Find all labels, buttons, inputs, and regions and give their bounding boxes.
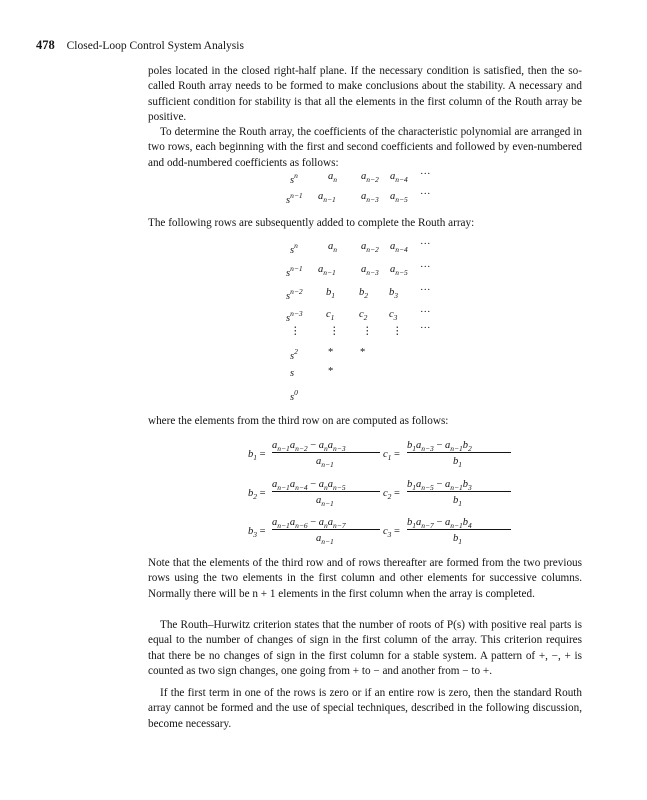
- vertical-dots: ⋮: [290, 326, 301, 337]
- paragraph-following-rows: The following rows are subsequently added to complete the Routh array:: [148, 217, 475, 229]
- row-label-sn-3: $s^{n-3}$: [286, 309, 303, 324]
- row-continuation: ···: [420, 307, 431, 318]
- star-entry: *: [328, 347, 334, 358]
- vertical-dots: ⋮: [392, 326, 403, 337]
- row-continuation: ···: [420, 285, 431, 296]
- elem-c3: $c_3$: [389, 309, 398, 322]
- paragraph-arrangement: To determine the Routh array, the coefficients of the characteristic polynomial are arranged in two rows, each beginning with the first and second coefficients and followed by even-numbered and odd-numbered coefficients as follows:: [148, 126, 582, 169]
- vertical-dots: ⋮: [329, 326, 340, 337]
- elem-b3: $b_3$: [389, 287, 398, 300]
- coef-an-4: $a_{n-4}$: [390, 241, 408, 254]
- coef-an-2: $a_{n-2}$: [361, 171, 379, 184]
- elem-b2: $b_2$: [359, 287, 368, 300]
- page-number: 478: [36, 38, 55, 52]
- row-label-s2: $s^2$: [290, 347, 298, 362]
- row-label-sn-2: $s^{n-2}$: [286, 287, 303, 302]
- row-label-s0: $s^0$: [290, 388, 298, 403]
- row-continuation: ···: [420, 323, 431, 334]
- row-label-sn-1: $s^{n-1}$: [286, 264, 303, 279]
- coef-an-3: $a_{n-3}$: [361, 264, 379, 277]
- coef-an-2: $a_{n-2}$: [361, 241, 379, 254]
- star-entry: *: [328, 366, 334, 377]
- running-header: [36, 38, 244, 53]
- elem-b1: $b_1$: [326, 287, 335, 300]
- coef-an: $a_n$: [328, 241, 337, 254]
- coef-an-5: $a_{n-5}$: [390, 191, 408, 204]
- row-continuation: ···: [420, 262, 431, 273]
- coef-an-3: $a_{n-3}$: [361, 191, 379, 204]
- coef-an-1: $a_{n-1}$: [318, 191, 336, 204]
- vertical-dots: ⋮: [362, 326, 373, 337]
- coef-an-4: $a_{n-4}$: [390, 171, 408, 184]
- paragraph-special-cases: If the first term in one of the rows is zero or if an entire row is zero, then the standard Routh array cannot be formed and the use of special techniques, described in the following discussion, become necessary.: [148, 687, 582, 730]
- row-label-s: s: [290, 368, 295, 379]
- elem-c1: $c_1$: [326, 309, 335, 322]
- star-entry: *: [360, 347, 366, 358]
- elem-c2: $c_2$: [359, 309, 368, 322]
- paragraph-necessary-condition: poles located in the closed right-half plane. If the necessary condition is satisfied, then the so-called Routh array needs to be formed to make conclusions about the stability. A necessary and sufficient condition for stability is that all the elements in the first column of the Routh array be positive.: [148, 65, 582, 124]
- row-label-sn: $s^n$: [290, 171, 298, 186]
- row-continuation: ···: [420, 189, 431, 200]
- coef-an: $a_n$: [328, 171, 337, 184]
- row-continuation: ···: [420, 169, 431, 180]
- paragraph-note: Note that the elements of the third row and of rows thereafter are formed from the two previous rows using the two elements in the first column and other elements for successive columns. Normally there will be n + 1 elements in the first column when the array is completed.: [148, 557, 582, 600]
- coef-an-1: $a_{n-1}$: [318, 264, 336, 277]
- row-continuation: ···: [420, 239, 431, 250]
- coef-an-5: $a_{n-5}$: [390, 264, 408, 277]
- paragraph-computation: where the elements from the third row on are computed as follows:: [148, 415, 449, 427]
- running-title: Closed-Loop Control System Analysis: [66, 40, 244, 52]
- row-label-sn: $s^n$: [290, 241, 298, 256]
- paragraph-criterion: The Routh–Hurwitz criterion states that the number of roots of P(s) with positive real parts is equal to the number of changes of sign in the first column of the array. This criterion requires that there be no changes of sign in the first column for a stable system. A pattern of +, −, + is counted as two sign changes, one going from + to − and another from − to +.: [148, 619, 582, 678]
- row-label-sn-1: $s^{n-1}$: [286, 191, 303, 206]
